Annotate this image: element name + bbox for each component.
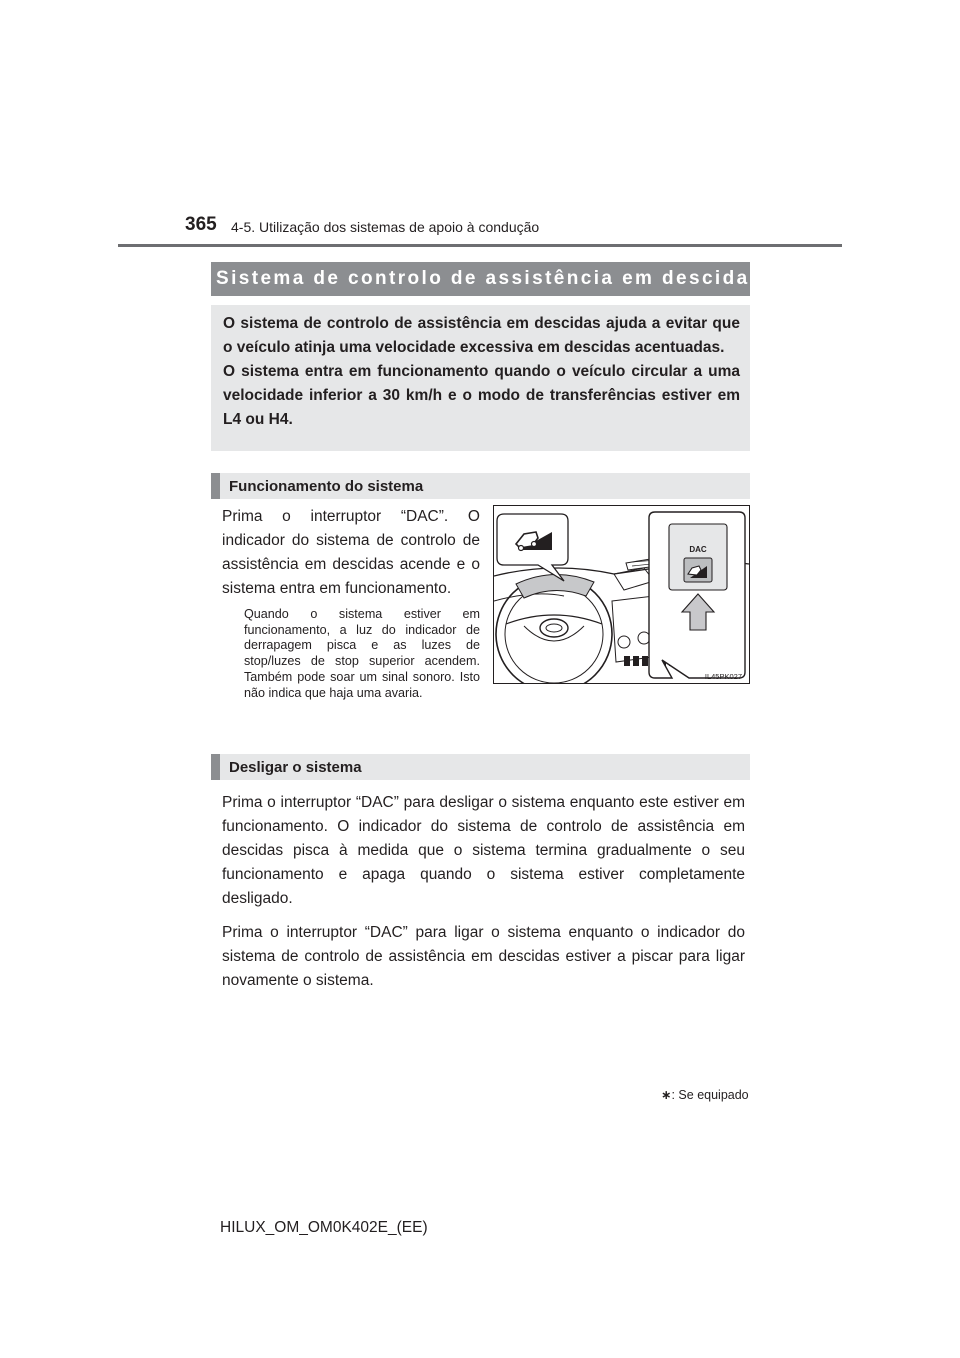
- operation-paragraph: Prima o interruptor “DAC”. O indicador do sistema de controlo de assistência em descidas acende e o sistema entra em funcionamento.: [222, 508, 480, 597]
- turn-off-text-block: [222, 791, 745, 993]
- subsection-heading-operation: [211, 473, 750, 499]
- footnote-text: : Se equipado: [671, 1088, 749, 1102]
- intro-paragraph-1: O sistema de controlo de assistência em descidas ajuda a evitar que o veículo atinja uma velocidade excessiva em descidas acentuadas.: [223, 315, 740, 356]
- turn-off-paragraph-1: Prima o interruptor “DAC” para desligar o sistema enquanto este estiver em funcionamento. O indicador do sistema de controlo de assistência em descidas pisca à medida que o sistema termina gradualmente o seu funcionamento e apaga quando o sistema estiver completamente desligado.: [222, 794, 745, 907]
- section-title: Sistema de controlo de assistência em descidas: [216, 268, 763, 289]
- dac-switch-label: DAC: [689, 545, 707, 554]
- footnote-mark: ∗: [661, 1088, 672, 1102]
- image-code: IL45PK027: [704, 672, 742, 681]
- dashboard-figure: [493, 505, 750, 684]
- subsection-heading-turn-off: [211, 754, 750, 780]
- operation-text-block: [222, 505, 480, 701]
- intro-box: [211, 305, 750, 451]
- page-number: 365: [185, 214, 217, 235]
- intro-paragraph-2: O sistema entra em funcionamento quando o veículo circular a uma velocidade inferior a 30 km/h e o modo de transferências estiver em L4 ou H4.: [223, 363, 740, 428]
- section-title-banner: [211, 262, 775, 296]
- footnote: [661, 1087, 749, 1102]
- subsection-heading-label: Desligar o sistema: [229, 758, 362, 776]
- operation-note: Quando o sistema estiver em funcionamento, a luz do indicador de derrapagem pisca e as luzes de stop/luzes de stop superior acendem. Também pode soar um sinal sonoro. Isto não indica que haja uma avaria.: [244, 607, 480, 700]
- header-rule: [118, 244, 842, 247]
- dashboard-illustration: [494, 506, 749, 683]
- turn-off-paragraph-2: Prima o interruptor “DAC” para ligar o sistema enquanto o indicador do sistema de controlo de assistência em descidas estiver a piscar para ligar novamente o sistema.: [222, 924, 745, 989]
- chapter-title: 4-5. Utilização dos sistemas de apoio à condução: [231, 219, 540, 235]
- equipped-mark: ∗: [763, 268, 775, 283]
- document-code: HILUX_OM_OM0K402E_(EE): [220, 1219, 428, 1236]
- subsection-heading-label: Funcionamento do sistema: [229, 477, 424, 495]
